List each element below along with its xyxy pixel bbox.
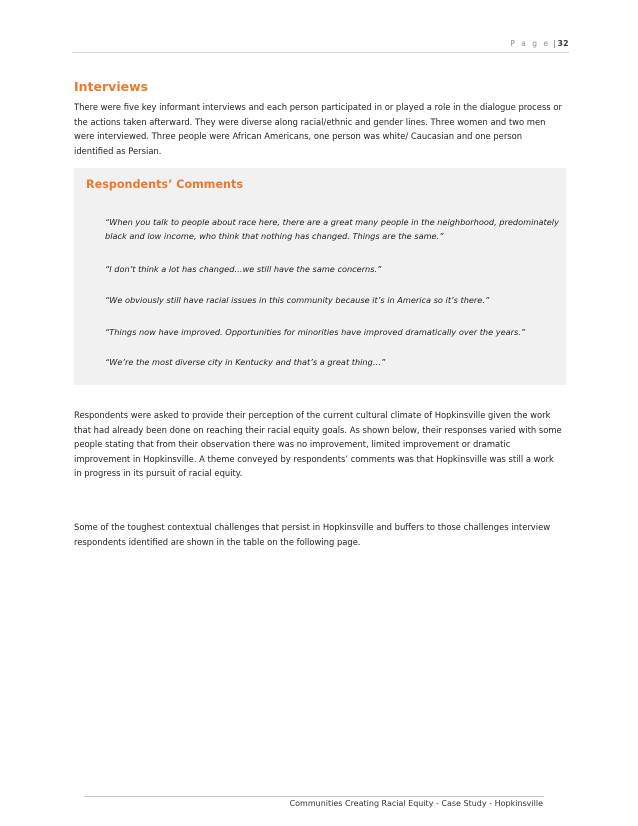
perception-paragraph: Respondents were asked to provide their perception of the current cultural climate of Hopkinsville given the work that had already been done on reaching their racial equity goals. As shown below, their responses varied with some people stating that from their observation there was no improvement, limited improvement or dramatic improvement in Hopkinsville. A theme conveyed by respondents’ comments was that Hopkinsville was still a work in progress in its pursuit of racial equity. bbox=[74, 410, 562, 478]
respondent-quote: “We’re the most diverse city in Kentucky and that’s a great thing…” bbox=[105, 357, 386, 367]
respondent-quote: “Things now have improved. Opportunities for minorities have improved dramatically over the years.” bbox=[105, 327, 526, 337]
header-divider bbox=[72, 52, 569, 53]
respondent-quote: “I don’t think a lot has changed…we still have the same concerns.” bbox=[105, 264, 382, 274]
page-header bbox=[0, 39, 569, 48]
respondent-quote: “We obviously still have racial issues in this community because it’s in America so it’s there.” bbox=[105, 295, 490, 305]
footer-divider bbox=[84, 796, 544, 797]
page-number: 32 bbox=[557, 39, 569, 48]
page-footer: Communities Creating Racial Equity - Case Study - Hopkinsville bbox=[289, 799, 543, 808]
respondent-quote: “When you talk to people about race here, there are a great many people in the neighborhood, predominately black and low income, who think that nothing has changed. Things are the same.” bbox=[105, 217, 559, 241]
interviews-heading: Interviews bbox=[74, 79, 149, 94]
respondents-comments-heading: Respondents’ Comments bbox=[86, 178, 244, 191]
page-label: P a g e bbox=[510, 39, 551, 48]
challenges-paragraph: Some of the toughest contextual challenges that persist in Hopkinsville and buffers to those challenges interview respondents identified are shown in the table on the following page. bbox=[74, 522, 551, 547]
respondents-comments-box bbox=[74, 168, 566, 385]
page-separator: | bbox=[553, 39, 556, 48]
interviews-paragraph: There were five key informant interviews and each person participated in or played a role in the dialogue process or the actions taken afterward. They were diverse along racial/ethnic and gender lines. Three women and two men were interviewed. Three people were African Americans, one person was white/ Caucasian and one person identified as Persian. bbox=[74, 102, 562, 156]
